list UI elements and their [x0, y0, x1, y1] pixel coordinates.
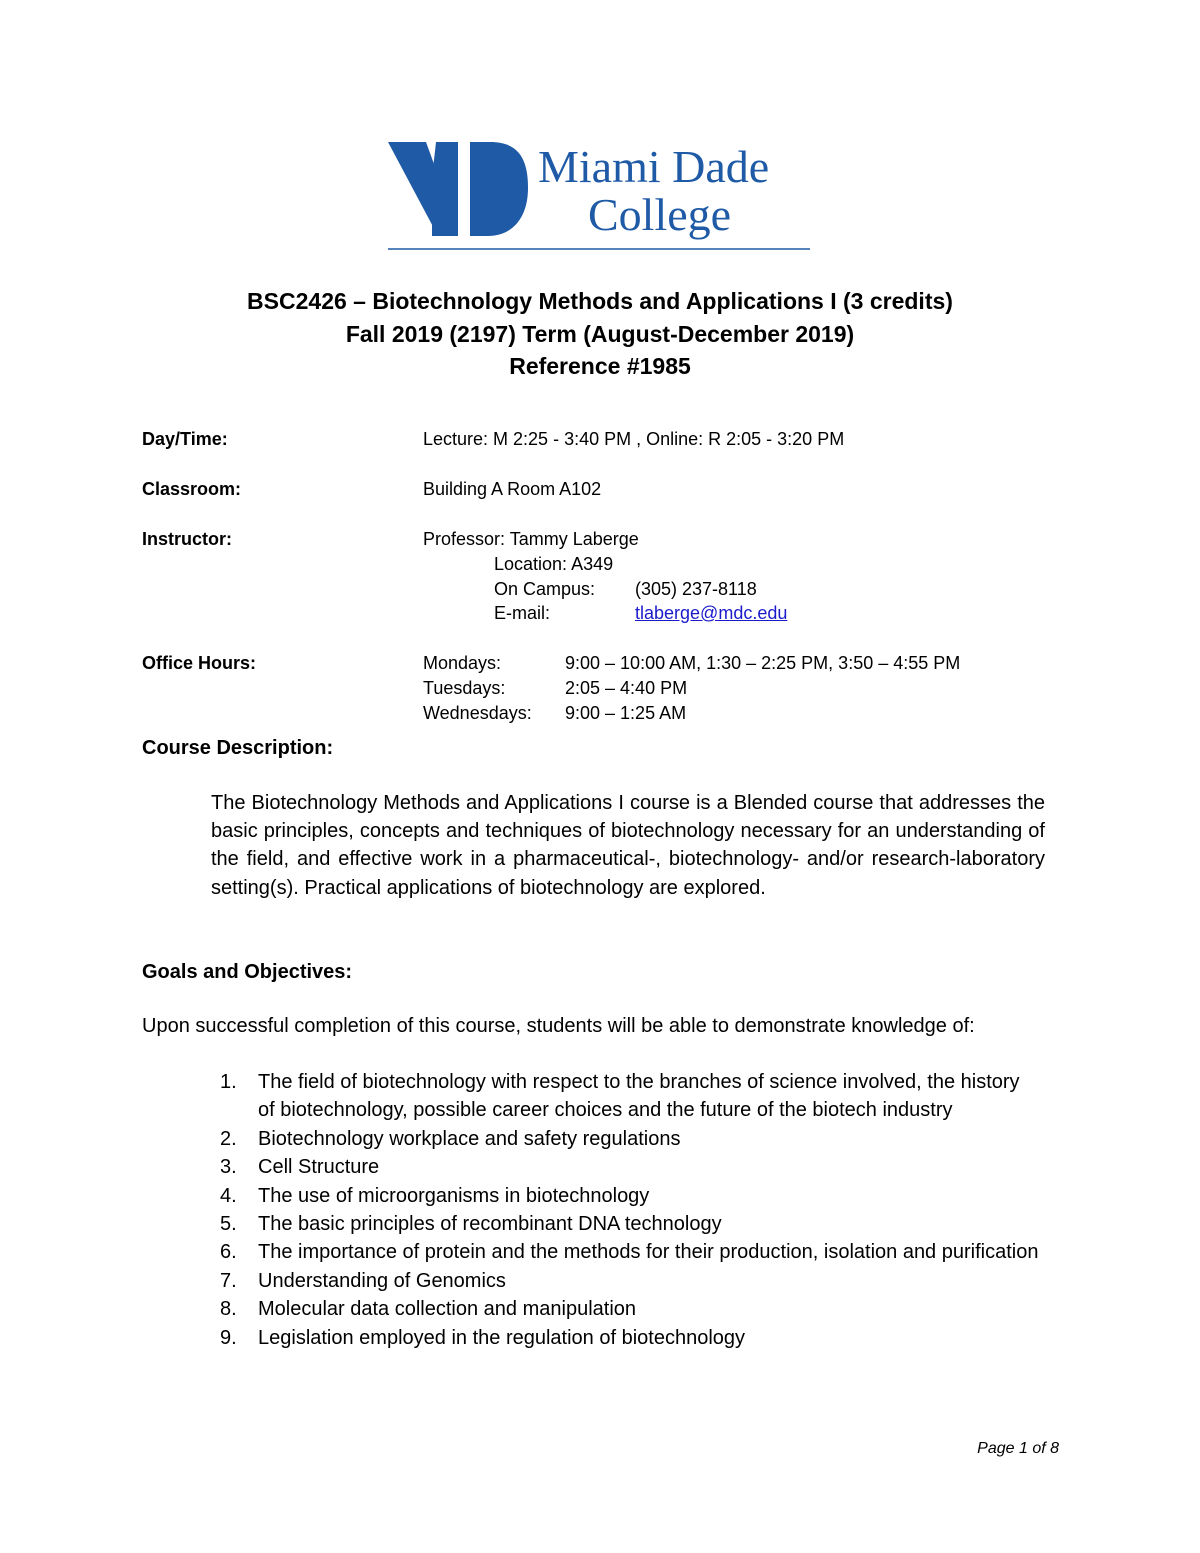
list-item [220, 1238, 1040, 1266]
list-item-number: 4. [220, 1184, 237, 1207]
course-title: BSC2426 – Biotechnology Methods and Applications I (3 credits) [247, 288, 953, 314]
office-hours-time: 9:00 – 10:00 AM, 1:30 – 2:25 PM, 3:50 – 4:55 PM [565, 653, 961, 673]
list-item [220, 1210, 1040, 1238]
list-item-text: Legislation employed in the regulation of biotechnology [258, 1326, 746, 1349]
logo-m-shape [432, 142, 458, 236]
office-hours-time: 2:05 – 4:40 PM [565, 678, 688, 698]
phone-number: (305) 237-8118 [635, 579, 757, 599]
classroom-label: Classroom: [142, 479, 242, 499]
email-label: E-mail: [494, 603, 551, 623]
course-description-heading: Course Description: [142, 737, 334, 759]
list-item-text: Understanding of Genomics [258, 1269, 506, 1292]
list-item [220, 1125, 1040, 1153]
logo-d-shape [470, 142, 528, 236]
logo-text-line1: Miami Dade [538, 141, 770, 192]
goals-intro: Upon successful completion of this course, students will be able to demonstrate knowledge of: [142, 1015, 975, 1037]
email-link[interactable]: tlaberge@mdc.edu [635, 603, 788, 623]
list-item-text: The field of biotechnology with respect to the branches of science involved, the history of biotechnology, possible career choices and the future of the biotech industry [258, 1071, 1020, 1122]
goals-heading: Goals and Objectives: [142, 961, 353, 983]
list-item-text: Biotechnology workplace and safety regulations [258, 1127, 681, 1150]
day-time-label: Day/Time: [142, 429, 228, 449]
instructor-label: Instructor: [142, 529, 232, 549]
list-item [220, 1153, 1040, 1181]
goals-list [220, 1068, 1040, 1352]
office-hours-day: Wednesdays: [423, 703, 532, 723]
list-item-number: 2. [220, 1127, 237, 1150]
instructor-name: Professor: Tammy Laberge [423, 529, 639, 549]
office-hours-time: 9:00 – 1:25 AM [565, 703, 687, 723]
list-item [220, 1295, 1040, 1323]
classroom-value: Building A Room A102 [423, 479, 602, 499]
list-item-number: 7. [220, 1269, 237, 1292]
logo-text-line2: College [588, 189, 732, 240]
list-item [220, 1267, 1040, 1295]
list-item-text: Molecular data collection and manipulation [258, 1298, 637, 1321]
list-item-number: 3. [220, 1156, 237, 1179]
list-item-number: 5. [220, 1213, 237, 1236]
miami-dade-college-logo [388, 138, 812, 252]
list-item [220, 1182, 1040, 1210]
list-item-text: The basic principles of recombinant DNA technology [258, 1213, 722, 1236]
list-item-number: 6. [220, 1241, 237, 1264]
list-item-number: 1. [220, 1071, 237, 1093]
list-item-text: Cell Structure [258, 1156, 380, 1179]
office-hours-day: Tuesdays: [423, 678, 506, 698]
reference-line: Reference #1985 [509, 353, 691, 379]
page-number: Page 1 of 8 [977, 1440, 1059, 1457]
list-item-text: The use of microorganisms in biotechnology [258, 1184, 650, 1207]
phone-label: On Campus: [494, 579, 596, 599]
day-time-value: Lecture: M 2:25 - 3:40 PM , Online: R 2:05 - 3:20 PM [423, 429, 845, 449]
list-item [220, 1324, 1040, 1352]
office-hours-label: Office Hours: [142, 653, 257, 673]
term-line: Fall 2019 (2197) Term (August-December 2019) [345, 321, 855, 347]
course-description-text: The Biotechnology Methods and Applications I course is a Blended course that addresses the basic principles, concepts and techniques of biotechnology necessary for an understanding of the field, and effective work in a pharmaceutical-, biotechnology- and/or research-laboratory setting(s). Practical applications of biotechnology are explored. [211, 792, 1045, 899]
list-item [220, 1068, 1040, 1125]
list-item-number: 8. [220, 1298, 237, 1321]
list-item-number: 9. [220, 1326, 237, 1349]
office-hours-day: Mondays: [423, 653, 502, 673]
instructor-location: Location: A349 [494, 554, 614, 574]
list-item-text: The importance of protein and the methods for their production, isolation and purification [258, 1241, 1039, 1264]
